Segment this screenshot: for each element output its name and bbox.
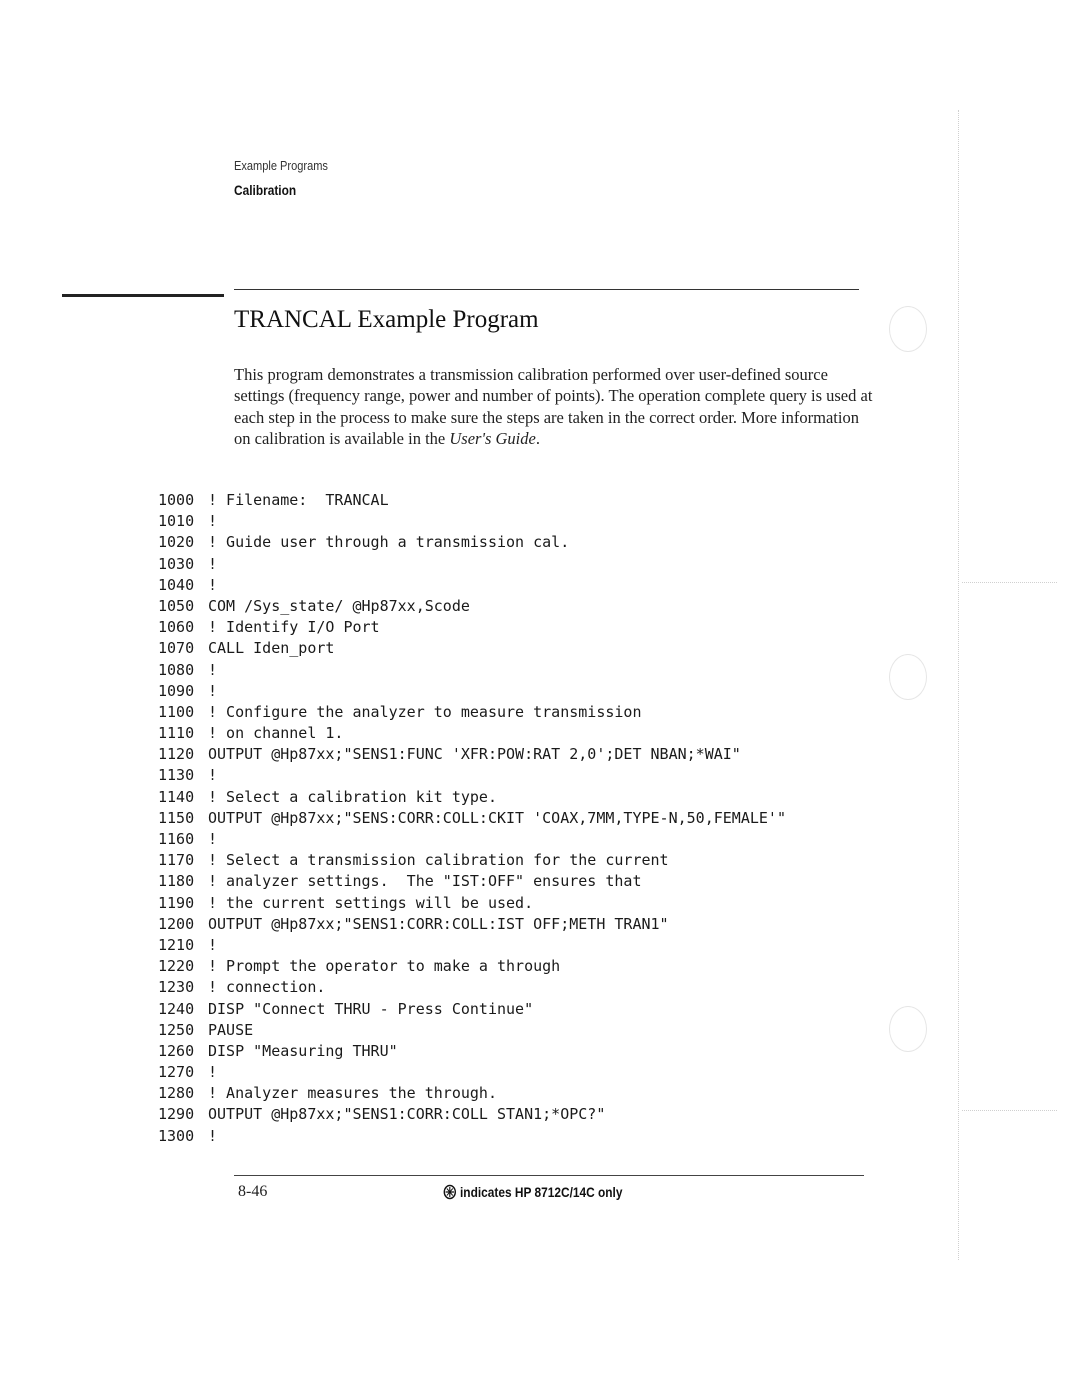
line-number: 1090 [158,681,195,700]
line-number: 1020 [158,533,195,552]
code-line [158,1126,786,1147]
line-number: 1220 [158,957,195,976]
footer-rule [234,1175,864,1176]
code-line [158,787,786,808]
line-number: 1140 [158,787,195,806]
code-statement: ! [208,660,218,679]
code-statement: ! Identify I/O Port [208,618,380,637]
code-listing [158,490,786,1147]
code-statement: ! [208,830,218,848]
code-statement: ! Select a transmission calibration for the current [208,851,669,870]
running-header-section: Example Programs [234,158,328,173]
intro-paragraph [234,364,874,449]
code-statement: DISP "Measuring THRU" [208,1041,398,1060]
code-line [158,829,786,850]
line-number: 1110 [158,724,195,743]
code-statement: ! [208,1063,218,1082]
line-number: 1270 [158,1063,195,1082]
code-line [158,554,786,575]
line-number: 1300 [158,1126,195,1145]
line-number: 1010 [158,512,195,531]
line-number: 1160 [158,830,195,848]
hp-model-symbol-icon [443,1184,457,1200]
line-number: 1120 [158,745,195,764]
line-number: 1060 [158,618,195,637]
code-line [158,532,786,553]
code-line [158,490,786,511]
code-statement: ! Analyzer measures the through. [208,1084,497,1103]
code-line [158,1104,786,1125]
code-line [158,765,786,786]
code-line [158,871,786,892]
binder-hole [889,1006,927,1052]
line-number: 1210 [158,935,195,954]
code-statement: OUTPUT @Hp87xx;"SENS1:CORR:COLL STAN1;*OPC?" [208,1105,606,1124]
binder-hole [889,306,927,352]
code-statement: OUTPUT @Hp87xx;"SENS:CORR:COLL:CKIT 'COAX,7MM,TYPE-N,50,FEMALE'" [208,808,786,827]
line-number: 1080 [158,660,195,679]
line-number: 1240 [158,999,195,1018]
binder-hole [889,654,927,700]
line-number: 1040 [158,575,195,594]
code-line [158,893,786,914]
line-number: 1150 [158,808,195,827]
code-statement: ! [208,575,218,594]
line-number: 1030 [158,554,195,573]
line-number: 1250 [158,1020,195,1039]
code-line [158,1041,786,1062]
line-number: 1180 [158,872,195,891]
code-line [158,511,786,532]
footer-note [443,1184,622,1200]
code-statement: ! [208,512,218,531]
code-line [158,723,786,744]
code-statement: ! connection. [208,978,326,997]
section-rule-thin [234,289,859,290]
code-statement: ! [208,681,218,700]
code-statement: ! [208,935,218,954]
line-number: 1070 [158,639,195,658]
code-line [158,575,786,596]
page-title: TRANCAL Example Program [234,306,539,333]
page-number: 8-46 [238,1183,268,1200]
code-line [158,935,786,956]
code-line [158,850,786,871]
intro-end: . [535,428,540,448]
code-statement: OUTPUT @Hp87xx;"SENS1:CORR:COLL:IST OFF;METH TRAN1" [208,914,669,933]
code-statement: COM /Sys_state/ @Hp87xx,Scode [208,596,470,615]
code-statement: ! [208,554,218,573]
margin-tick [962,582,1057,583]
code-line [158,744,786,765]
line-number: 1170 [158,851,195,870]
code-line [158,660,786,681]
code-statement: ! [208,766,218,785]
intro-text: This program demonstrates a transmission calibration performed over user-defined source settings (frequency range, power and number of points). The operation complete query is used at each step in the process to make sure the steps are taken in the correct order. More information on calibration is available in the [234,365,873,448]
code-line [158,999,786,1020]
line-number: 1100 [158,702,195,721]
code-statement: ! Filename: TRANCAL [208,491,389,509]
code-line [158,681,786,702]
page-margin-line [958,110,959,1260]
running-header-chapter: Calibration [234,182,297,198]
code-statement: ! Prompt the operator to make a through [208,957,561,976]
line-number: 1230 [158,978,195,997]
code-line [158,914,786,935]
line-number: 1280 [158,1084,195,1103]
footer-note-text: indicates HP 8712C/14C only [460,1184,623,1200]
code-statement: ! [208,1126,218,1145]
line-number: 1050 [158,596,195,615]
code-line [158,1062,786,1083]
line-number: 1190 [158,893,195,912]
code-statement: DISP "Connect THRU - Press Continue" [208,999,534,1018]
code-line [158,1083,786,1104]
line-number: 1290 [158,1105,195,1124]
line-number: 1000 [158,491,195,509]
code-statement: CALL Iden_port [208,639,335,658]
code-statement: OUTPUT @Hp87xx;"SENS1:FUNC 'XFR:POW:RAT 2,0';DET NBAN;*WAI" [208,745,741,764]
code-statement: PAUSE [208,1020,254,1039]
users-guide-reference: User's Guide [449,428,536,448]
code-line [158,617,786,638]
code-line [158,977,786,998]
margin-tick [962,1110,1057,1111]
code-statement: ! on channel 1. [208,724,344,743]
code-statement: ! analyzer settings. The "IST:OFF" ensures that [208,872,642,891]
code-statement: ! Guide user through a transmission cal. [208,533,570,552]
line-number: 1260 [158,1041,195,1060]
code-line [158,1020,786,1041]
code-line [158,596,786,617]
section-rule-thick [62,294,224,297]
line-number: 1130 [158,766,195,785]
line-number: 1200 [158,914,195,933]
code-line [158,702,786,723]
code-line [158,956,786,977]
code-line [158,638,786,659]
code-statement: ! Select a calibration kit type. [208,787,497,806]
code-statement: ! Configure the analyzer to measure transmission [208,702,642,721]
code-statement: ! the current settings will be used. [208,893,534,912]
code-line [158,808,786,829]
